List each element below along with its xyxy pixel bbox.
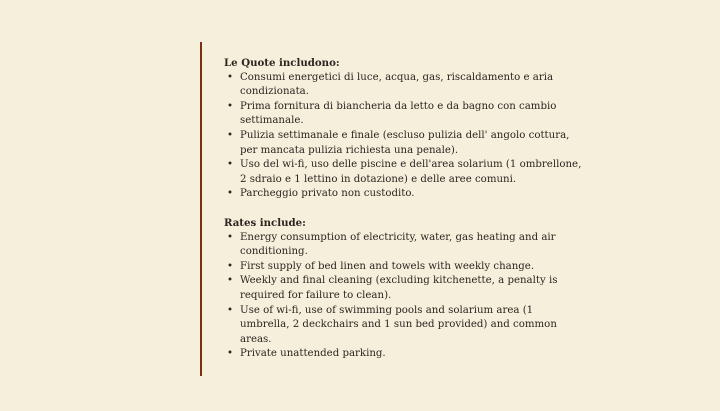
italian-section xyxy=(224,56,584,202)
list-item: • Energy consumption of electricity, water, gas heating and air conditioning. xyxy=(224,231,584,260)
italian-heading: Le Quote includono: xyxy=(224,57,340,69)
list-item: • Consumi energetici di luce, acqua, gas, riscaldamento e aria condizionata. xyxy=(224,71,584,100)
english-heading: Rates include: xyxy=(224,216,306,229)
list-item: • Weekly and final cleaning (excluding kitchenette, a penalty is required for failure to clean). xyxy=(224,274,584,303)
italian-list xyxy=(224,71,584,202)
rates-content xyxy=(224,56,584,362)
list-item: • First supply of bed linen and towels with weekly change. xyxy=(224,260,584,275)
list-item: • Private unattended parking. xyxy=(224,347,584,362)
english-section xyxy=(224,216,584,362)
list-item: • Uso del wi-fi, uso delle piscine e dell'area solarium (1 ombrellone, 2 sdraio e 1 lettino in dotazione) e delle aree comuni. xyxy=(224,158,584,187)
list-item: • Parcheggio privato non custodito. xyxy=(224,187,584,202)
vertical-divider xyxy=(200,42,202,376)
list-item: • Use of wi-fi, use of swimming pools and solarium area (1 umbrella, 2 deckchairs and 1 sun bed provided) and common areas. xyxy=(224,304,584,348)
english-list xyxy=(224,231,584,362)
list-item: • Prima fornitura di biancheria da letto e da bagno con cambio settimanale. xyxy=(224,100,584,129)
list-item: • Pulizia settimanale e finale (escluso pulizia dell' angolo cottura, per mancata pulizia richiesta una penale). xyxy=(224,129,584,158)
